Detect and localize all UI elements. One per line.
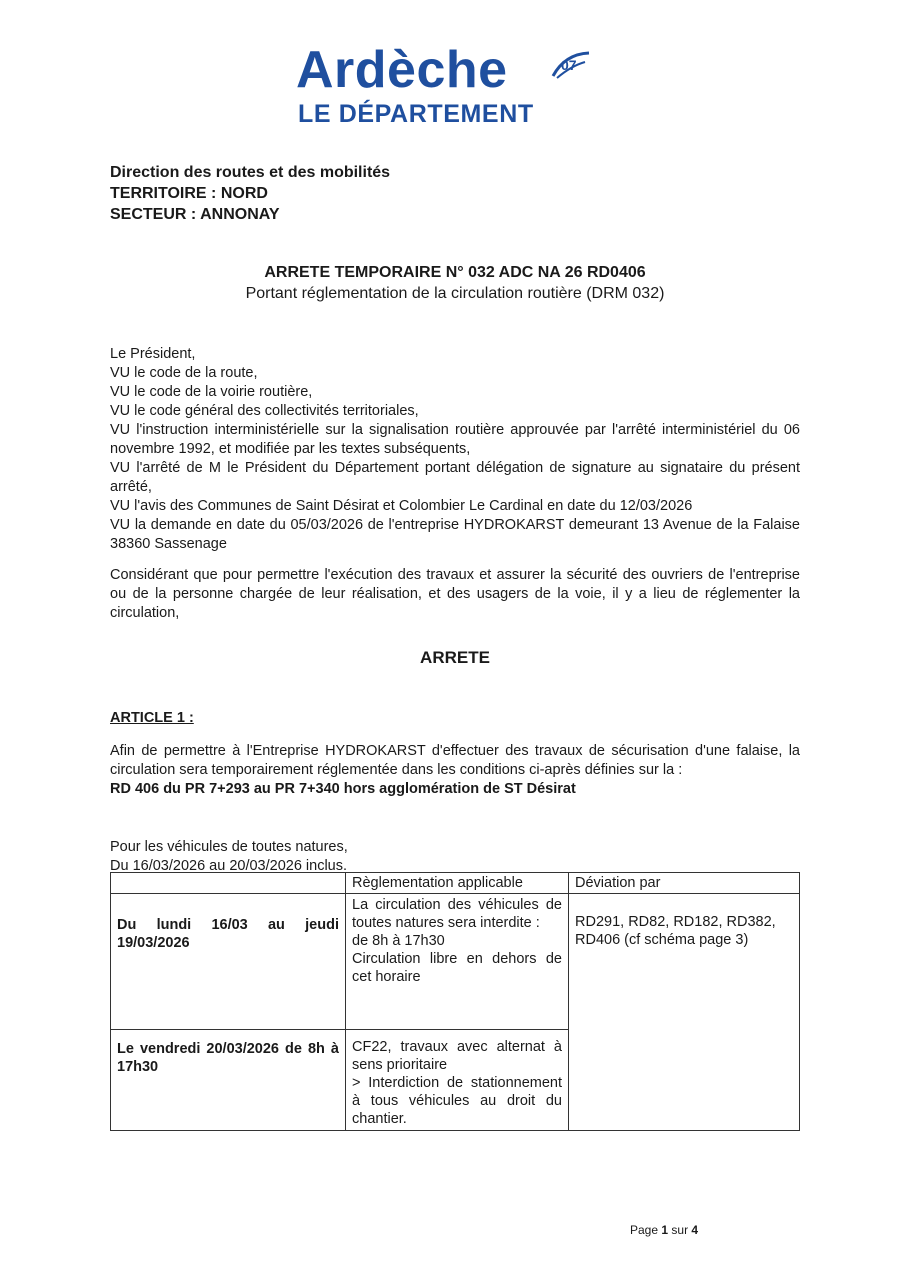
logo-subtitle: LE DÉPARTEMENT [298,100,534,128]
table-row [111,894,800,1030]
page-current: 1 [661,1223,669,1237]
regulation-line: CF22, travaux avec alternat à sens prioritaire [352,1039,562,1073]
table-header-deviation: Déviation par [569,873,800,894]
table-header-row [111,873,800,894]
page-label: Page [630,1223,659,1237]
issuer-header [110,162,390,225]
vu-item: VU la demande en date du 05/03/2026 de l'entreprise HYDROKARST demeurant 13 Avenue de la Falaise 38360 Sassenage [110,517,800,552]
logo-badge-text: 07 [561,57,577,73]
document-title [110,262,800,305]
logo-07-badge-icon [551,50,591,80]
department-logo [296,41,596,130]
page-sep: sur [671,1223,689,1237]
vu-item: VU le code de la voirie routière, [110,384,313,400]
regulation-table [110,872,800,1131]
arrete-heading: ARRETE [420,648,490,667]
article-1-scope [110,838,800,876]
deviation-cell [569,894,800,1131]
period-cell [111,1030,346,1131]
direction-line: Direction des routes et des mobilités [110,164,391,181]
period-text: Le vendredi 20/03/2026 de 8h à 17h30 [117,1041,339,1075]
president-line: Le Président, [110,346,196,362]
article-1-heading: ARTICLE 1 : [110,710,194,726]
preamble [110,345,800,554]
territoire-line: TERRITOIRE : NORD [110,185,268,202]
regulation-cell [346,1030,569,1131]
logo-name: Ardèche [296,41,508,99]
table-header-regulation: Règlementation applicable [346,873,569,894]
title-main: ARRETE TEMPORAIRE N° 032 ADC NA 26 RD0406 [264,264,646,281]
article-1-location: RD 406 du PR 7+293 au PR 7+340 hors agglomération de ST Désirat [110,781,576,797]
article-1-body [110,742,800,799]
regulation-line: > Interdiction de stationnement à tous véhicules au droit du chantier. [352,1075,562,1127]
vu-item: VU l'avis des Communes de Saint Désirat et Colombier Le Cardinal en date du 12/03/2026 [110,498,693,514]
table-header-period [111,873,346,894]
vehicles-line: Pour les véhicules de toutes natures, [110,839,348,855]
vu-item: VU le code de la route, [110,365,258,381]
page-number [630,1223,698,1237]
regulation-cell [346,894,569,1030]
considerant-paragraph: Considérant que pour permettre l'exécution des travaux et assurer la sécurité des ouvriers de l'entreprise ou de la personne chargée de leur réalisation, et des usagers de la voie, il y a lieu de réglementer la circulation, [110,567,800,621]
vu-item: VU le code général des collectivités territoriales, [110,403,419,419]
deviation-text: RD291, RD82, RD182, RD382, RD406 (cf schéma page 3) [575,914,776,948]
period-cell [111,894,346,1030]
vu-item: VU l'arrêté de M le Président du Département portant délégation de signature au signataire du présent arrêté, [110,460,800,495]
regulation-line: La circulation des véhicules de toutes natures sera interdite : [352,897,562,931]
page-total: 4 [691,1223,699,1237]
vu-item: VU l'instruction interministérielle sur la signalisation routière approuvée par l'arrêté interministériel du 06 novembre 1992, et modifiée par les textes subséquents, [110,422,800,457]
title-subtitle: Portant réglementation de la circulation routière (DRM 032) [245,285,665,302]
regulation-line: Circulation libre en dehors de cet horaire [352,951,562,985]
period-text: Du lundi 16/03 au jeudi 19/03/2026 [117,917,339,951]
dates-line: Du 16/03/2026 au 20/03/2026 inclus. [110,858,348,874]
secteur-line: SECTEUR : ANNONAY [110,206,280,223]
regulation-line: de 8h à 17h30 [352,933,445,949]
article-1-text: Afin de permettre à l'Entreprise HYDROKARST d'effectuer des travaux de sécurisation d'une falaise, la circulation sera temporairement réglementée dans les conditions ci-après définies sur la : [110,743,800,778]
